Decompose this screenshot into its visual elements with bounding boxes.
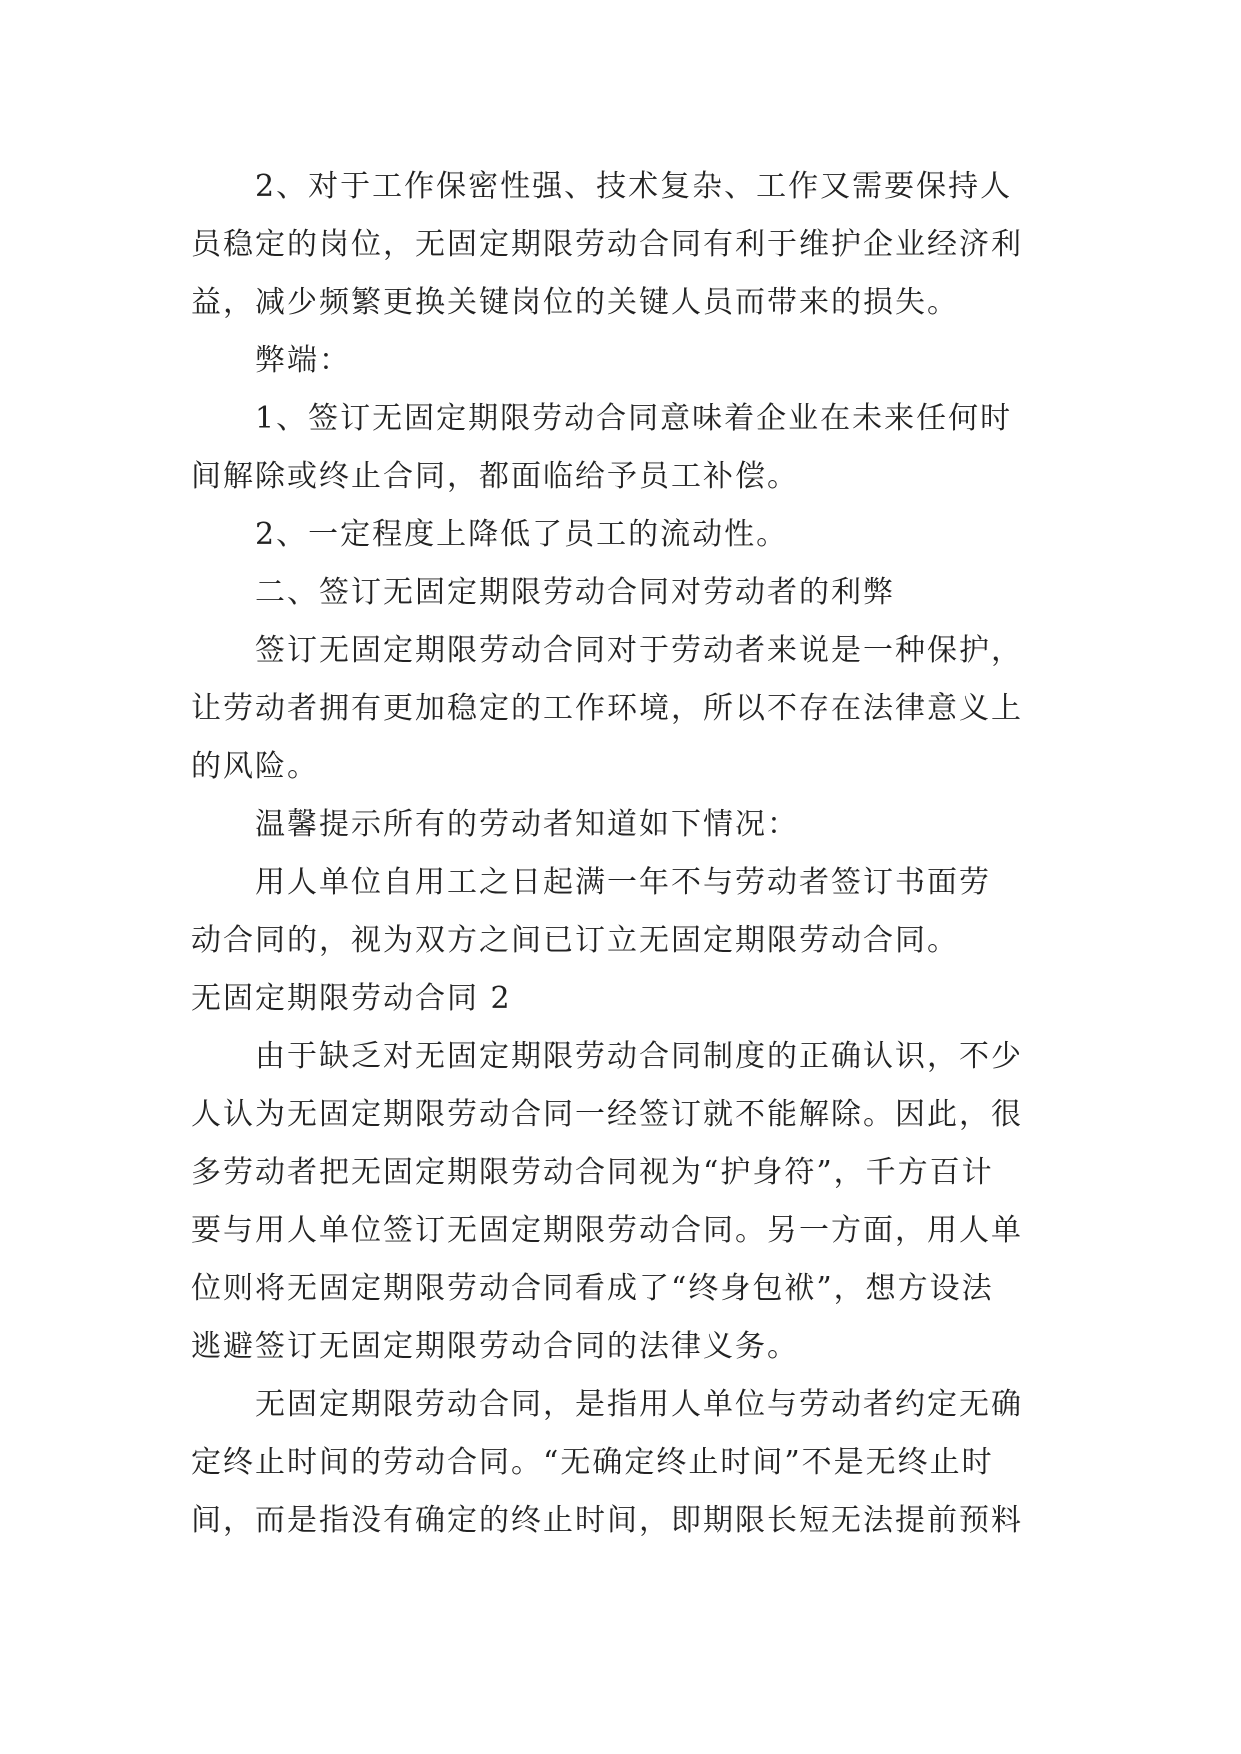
text-line: 由于缺乏对无固定期限劳动合同制度的正确认识，不少 [255, 1039, 1023, 1074]
text-line: 签订无固定期限劳动合同对于劳动者来说是一种保护， [255, 633, 1023, 668]
text-line: 益，减少频繁更换关键岗位的关键人员而带来的损失。 [191, 285, 959, 320]
text-line: 员稳定的岗位，无固定期限劳动合同有利于维护企业经济利 [191, 227, 1023, 262]
text-line: 位则将无固定期限劳动合同看成了“终身包袱”，想方设法 [191, 1271, 994, 1306]
paragraph-definition [191, 1376, 1051, 1550]
text-line: 2、对于工作保密性强、技术复杂、工作又需要保持人 [255, 169, 1013, 204]
text-line: 定终止时间的劳动合同。“无确定终止时间”不是无终止时 [191, 1445, 994, 1480]
text-line: 2、一定程度上降低了员工的流动性。 [255, 517, 789, 552]
paragraph-disadvantage-2 [191, 506, 1051, 564]
section-heading-worker-pros-cons [191, 564, 1051, 622]
section-title-2 [191, 970, 1051, 1028]
paragraph-disadvantage-1 [191, 390, 1051, 506]
text-line: 温馨提示所有的劳动者知道如下情况： [255, 807, 799, 842]
text-line: 无固定期限劳动合同 2 [191, 981, 512, 1016]
text-line: 的风险。 [191, 749, 319, 784]
paragraph-misconception [191, 1028, 1051, 1376]
text-line: 1、签订无固定期限劳动合同意味着企业在未来任何时 [255, 401, 1013, 436]
text-line: 间解除或终止合同，都面临给予员工补偿。 [191, 459, 799, 494]
paragraph-advantage-2 [191, 158, 1051, 332]
document-body [191, 158, 1051, 1550]
text-line: 二、签订无固定期限劳动合同对劳动者的利弊 [255, 575, 895, 610]
paragraph-reminder [191, 796, 1051, 854]
text-line: 间，而是指没有确定的终止时间，即期限长短无法提前预料 [191, 1503, 1023, 1538]
text-line: 无固定期限劳动合同，是指用人单位与劳动者约定无确 [255, 1387, 1023, 1422]
text-line: 弊端： [255, 343, 351, 378]
paragraph-one-year-rule [191, 854, 1051, 970]
text-line: 动合同的，视为双方之间已订立无固定期限劳动合同。 [191, 923, 959, 958]
text-line: 人认为无固定期限劳动合同一经签订就不能解除。因此，很 [191, 1097, 1023, 1132]
text-line: 让劳动者拥有更加稳定的工作环境，所以不存在法律意义上 [191, 691, 1023, 726]
paragraph-worker-protection [191, 622, 1051, 796]
text-line: 多劳动者把无固定期限劳动合同视为“护身符”，千方百计 [191, 1155, 994, 1190]
text-line: 用人单位自用工之日起满一年不与劳动者签订书面劳 [255, 865, 991, 900]
text-line: 要与用人单位签订无固定期限劳动合同。另一方面，用人单 [191, 1213, 1023, 1248]
text-line: 逃避签订无固定期限劳动合同的法律义务。 [191, 1329, 799, 1364]
paragraph-disadvantages-heading [191, 332, 1051, 390]
